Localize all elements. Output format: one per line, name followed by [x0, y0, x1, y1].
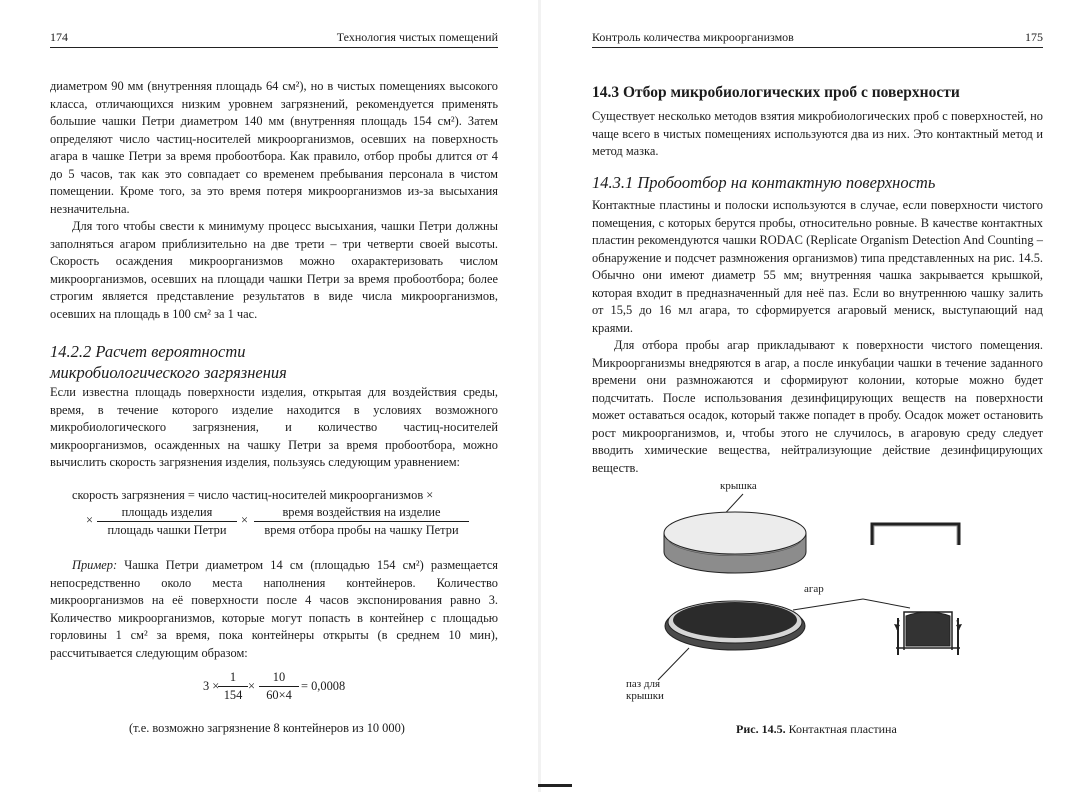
- right-header-title: Контроль количества микроорганизмов: [592, 30, 794, 44]
- left-intro-paragraph: диаметром 90 мм (внутренняя площадь 64 см²), но в чистых помещениях высокого класса, отличающихся низким уровнем загрязнений, рекомендуется применять большие чашки Петри диаметром 140 мм (внутренняя площадь 154 см²). Затем определяют число частиц-носителей микроорганизмов, осевших на поверхность агара в чашке Петри за время пробоотбора. Как правило, отбор пробы длится от 4 до 5 часов, так как это совпадает со временем пребывания персонала в чистом помещении. Кроме того, за это время потеря микроорганизмов из-за высыхания незначительна.: [50, 79, 498, 216]
- left-section-title-line2: микробиологического загрязнения: [50, 363, 287, 382]
- calc-lead: 3 ×: [203, 679, 220, 693]
- calc-result: = 0,0008: [301, 679, 346, 693]
- calc-f2-numerator: 10: [259, 670, 299, 687]
- equation-fraction-area: [97, 505, 237, 538]
- fraction-time-denominator: время отбора пробы на чашку Петри: [264, 523, 459, 537]
- right-paragraph-1: Контактные пластины и полоски используются в случае, если поверхности чистого помещения, с которых берутся пробы, относительно ровные. В качестве контактных пластин рекомендуются чашки RODAC (Replicate Organism Detection And Counting – обнаружение и подсчет размножения организмов) типа представленных на рис. 14.5. Обычно они имеют диаметр 55 мм; внутренняя чашка закрывается крышкой, которая входит в предназначенный для неё паз. Если во внутреннюю чашку залить от 15,5 до 16 мл агара, то сформируется агаровый мениск, выступающий над краями.: [592, 198, 1043, 335]
- plate-cross-section: [894, 612, 962, 655]
- figure-label-agar: агар: [804, 583, 824, 595]
- figure-caption-number: Рис. 14.5.: [736, 722, 786, 736]
- right-running-header: [592, 30, 1043, 45]
- calc-fraction-2: [259, 670, 299, 703]
- figure-label-lid: крышка: [720, 480, 757, 492]
- figure-caption: [736, 722, 897, 737]
- fraction-area-denominator: площадь чашки Петри: [107, 523, 227, 537]
- equation-times-1: ×: [86, 513, 93, 527]
- example-footnote: (т.е. возможно загрязнение 8 контейнеров из 10 000): [129, 721, 405, 735]
- left-header-rule: [50, 47, 498, 48]
- agar-leader-line: [793, 599, 863, 610]
- lid-cylinder: [664, 512, 806, 573]
- equation-line1: скорость загрязнения = число частиц-носителей микроорганизмов ×: [72, 488, 434, 502]
- fraction-area-numerator: площадь изделия: [97, 505, 237, 522]
- equation-times-2: ×: [241, 513, 248, 527]
- figure-caption-text: Контактная пластина: [785, 722, 897, 736]
- agar-leader-line-2: [863, 599, 910, 608]
- lid-cross-section: [872, 524, 959, 545]
- figure-label-groove: [626, 678, 664, 702]
- fraction-time-numerator: время воздействия на изделие: [254, 505, 469, 522]
- example-text: Чашка Петри диаметром 14 см (площадью 154 см²) размещается непосредственно около места наполнения контейнеров. Количество микроорганизмов на её поверхности после 4 часов экспонирования равно 3. Количество микроорганизмов, которые могут попасть в контейнер с площадью горловины 1 см² за время, пока контейнеры открыты (в среднем 10 мин), рассчитывается следующим образом:: [50, 558, 498, 660]
- calc-f2-denominator: 60×4: [266, 688, 292, 702]
- calc-f1-denominator: 154: [223, 688, 243, 702]
- right-page: [540, 0, 1079, 792]
- contact-plate-figure: [618, 480, 1038, 710]
- binding-mark: [538, 784, 572, 787]
- groove-label-line2: крышки: [626, 690, 664, 702]
- right-page-number: 175: [1025, 30, 1043, 44]
- calc-times: ×: [248, 679, 255, 693]
- right-paragraph-2: Для отбора пробы агар прикладывают к поверхности чистого помещения. Микроорганизмы внедряются в агар, а после инкубации чашки в течение заданного времени они размножаются и сформируют колонии, которые можно будет подсчитать. После использования дезинфицирующих веществ на поверхности может оставаться осадок, который также попадет в пробу. Осадок может остановить рост микроорганизмов, и, чтобы этого не случилось, в агаровую среду следует вводить химические вещества, нейтрализующие действие дезинфицирующих веществ.: [592, 338, 1043, 475]
- example-paragraph: [50, 557, 498, 662]
- agar-plate: [665, 601, 805, 650]
- example-label: Пример:: [72, 558, 118, 572]
- right-body-text: [592, 197, 1043, 477]
- left-section-title-line1: 14.2.2 Расчет вероятности: [50, 342, 246, 361]
- left-section-paragraph: Если известна площадь поверхности изделия, открытая для воздействия среды, время, в течение которого изделие находится в условиях возможного микробиологического загрязнения, и количество частиц-носителей микроорганизмов, осажденных на чашку Петри за время пробоотбора, можно вычислить скорость загрязнения изделия, пользуясь следующим уравнением:: [50, 385, 498, 469]
- left-page-number: 174: [50, 30, 68, 44]
- left-second-paragraph: Для того чтобы свести к минимуму процесс высыхания, чашки Петри должны заполняться агаром приблизительно на две трети – три четверти своей высоты. Скорость осаждения микроорганизмов можно охарактеризовать числом микроорганизмов, осевших на площади чашки Петри за время пробоотбора; более строгим является представление результатов в виде числа микроорганизмов, осевших на площадь в 100 см² за 1 час.: [50, 219, 498, 321]
- calc-fraction-1: [218, 670, 248, 703]
- groove-label-line1: паз для: [626, 678, 661, 690]
- calc-f1-numerator: 1: [218, 670, 248, 687]
- right-subsection-title: 14.3.1 Пробоотбор на контактную поверхность: [592, 173, 936, 192]
- right-section-title: 14.3 Отбор микробиологических проб с поверхности: [592, 84, 960, 101]
- left-intro-text: [50, 78, 498, 323]
- groove-leader-line: [658, 648, 689, 680]
- left-running-header: [50, 30, 498, 45]
- equation-fraction-time: [254, 505, 469, 538]
- left-header-title: Технология чистых помещений: [336, 30, 498, 44]
- right-intro-paragraph: Существует несколько методов взятия микробиологических проб с поверхностей, но чаще всего в чистых помещениях используются два из них. Это контактный метод и метод мазка.: [592, 109, 1043, 158]
- left-section-title: [50, 341, 498, 383]
- right-header-rule: [592, 47, 1043, 48]
